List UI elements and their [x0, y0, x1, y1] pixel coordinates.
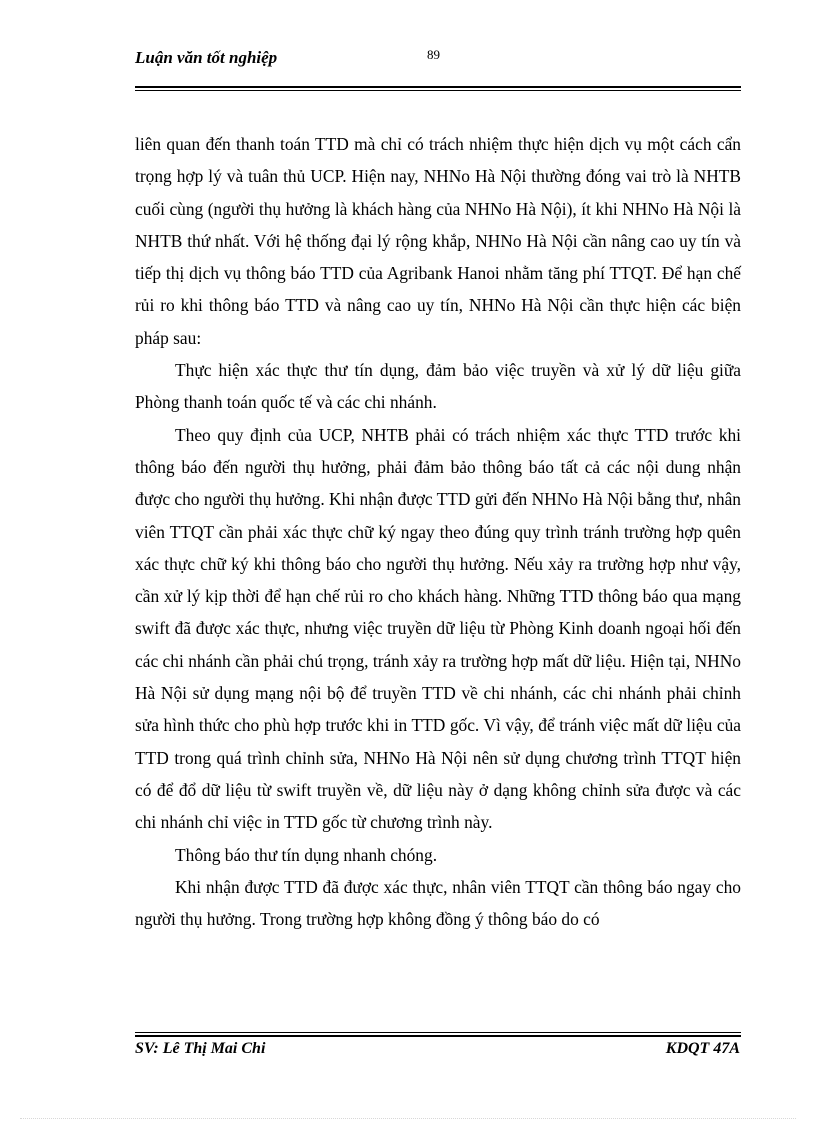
body-text	[135, 128, 741, 935]
header-rule-thin	[135, 90, 741, 91]
header-title: Luận văn tốt nghiệp	[135, 48, 278, 67]
page-edge	[20, 1118, 796, 1119]
header-rule	[135, 86, 741, 88]
paragraph: Theo quy định của UCP, NHTB phải có trách nhiệm xác thực TTD trước khi thông báo đến người thụ hưởng, phải đảm bảo thông báo tất cả các nội dung nhận được cho người thụ hưởng. Khi nhận được TTD gửi đến NHNo Hà Nội bằng thư, nhân viên TTQT cần phải xác thực chữ ký ngay theo đúng quy trình tránh trường hợp quên xác thực chữ ký khi thông báo cho người thụ hưởng. Nếu xảy ra trường hợp như vậy, cần xử lý kịp thời để hạn chế rủi ro cho khách hàng. Những TTD thông báo qua mạng swift đã được xác thực, nhưng việc truyền dữ liệu từ Phòng Kinh doanh ngoại hối đến các chi nhánh cần phải chú trọng, tránh xảy ra trường hợp mất dữ liệu. Hiện tại, NHNo Hà Nội sử dụng mạng nội bộ để truyền TTD về chi nhánh, các chi nhánh phải chỉnh sửa hình thức cho phù hợp trước khi in TTD gốc. Vì vậy, để tránh việc mất dữ liệu của TTD trong quá trình chỉnh sửa, NHNo Hà Nội nên sử dụng chương trình TTQT hiện có để đổ dữ liệu từ swift truyền về, dữ liệu này ở dạng không chỉnh sửa được và các chi nhánh chỉ việc in TTD gốc từ chương trình này.	[135, 424, 741, 833]
paragraph: Thông báo thư tín dụng nhanh chóng.	[175, 844, 438, 865]
footer-rule-thin	[135, 1032, 741, 1033]
footer-class-code: KDQT 47A	[665, 1040, 740, 1057]
footer-rule	[135, 1035, 741, 1037]
page-number: 89	[427, 47, 440, 62]
footer-student-name: SV: Lê Thị Mai Chi	[135, 1040, 266, 1057]
paragraph: Thực hiện xác thực thư tín dụng, đảm bảo việc truyền và xử lý dữ liệu giữa Phòng thanh toán quốc tế và các chi nhánh.	[135, 360, 741, 413]
paragraph: liên quan đến thanh toán TTD mà chỉ có trách nhiệm thực hiện dịch vụ một cách cẩn trọng hợp lý và tuân thủ UCP. Hiện nay, NHNo Hà Nội thường đóng vai trò là NHTB cuối cùng (người thụ hưởng là khách hàng của NHNo Hà Nội), ít khi NHNo Hà Nội là NHTB thứ nhất. Với hệ thống đại lý rộng khắp, NHNo Hà Nội cần nâng cao uy tín và tiếp thị dịch vụ thông báo TTD của Agribank Hanoi nhằm tăng phí TTQT. Để hạn chế rủi ro khi thông báo TTD và nâng cao uy tín, NHNo Hà Nội cần thực hiện các biện pháp sau:	[135, 134, 741, 348]
paragraph: Khi nhận được TTD đã được xác thực, nhân viên TTQT cần thông báo ngay cho người thụ hưởng. Trong trường hợp không đồng ý thông báo do có	[135, 876, 741, 930]
